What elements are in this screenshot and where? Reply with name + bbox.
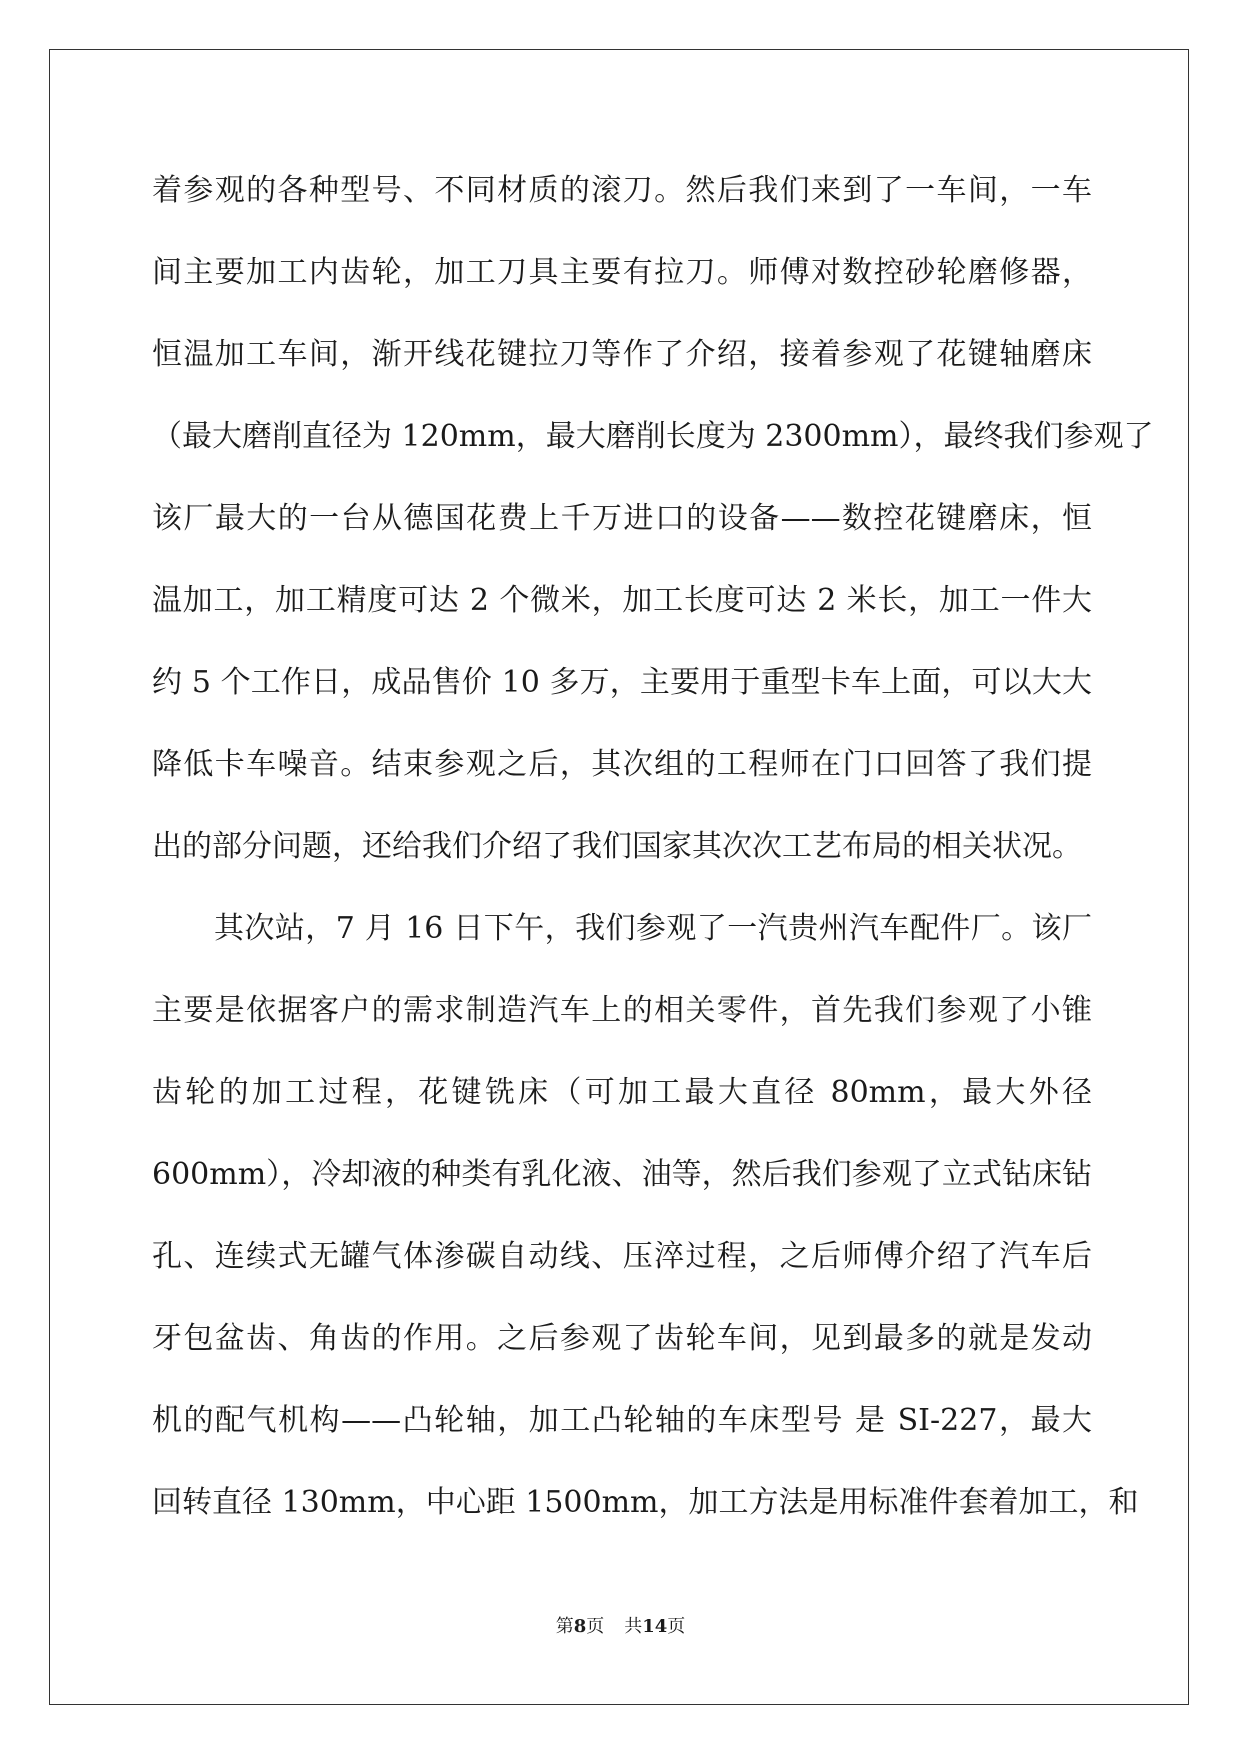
text-line-13: 600mm），冷却液的种类有乳化液、油等，然后我们参观了立式钻床钻: [152, 1157, 1092, 1192]
text-line-15: 牙包盆齿、角齿的作用。之后参观了齿轮车间，见到最多的就是发动: [152, 1321, 1092, 1356]
text-line-2: 间主要加工内齿轮，加工刀具主要有拉刀。师傅对数控砂轮磨修器，: [152, 255, 1092, 290]
text-line-1: 着参观的各种型号、不同材质的滚刀。然后我们来到了一车间，一车: [152, 173, 1092, 208]
page-footer: [0, 1612, 1241, 1638]
footer-total-prefix: 共: [624, 1616, 643, 1637]
text-line-7: 约 5 个工作日，成品售价 10 多万，主要用于重型卡车上面，可以大大: [152, 665, 1092, 700]
text-line-8: 降低卡车噪音。结束参观之后，其次组的工程师在门口回答了我们提: [152, 747, 1092, 782]
page-number: 8: [573, 1616, 587, 1637]
text-line-14: 孔、连续式无罐气体渗碳自动线、压淬过程，之后师傅介绍了汽车后: [152, 1239, 1092, 1274]
text-line-5: 该厂最大的一台从德国花费上千万进口的设备——数控花键磨床，恒: [152, 501, 1092, 536]
text-line-3: 恒温加工车间，渐开线花键拉刀等作了介绍，接着参观了花键轴磨床: [152, 337, 1092, 372]
footer-total-suffix: 页: [667, 1616, 686, 1637]
total-pages: 14: [642, 1616, 668, 1637]
body-text: [152, 155, 1154, 1549]
text-line-17: 回转直径 130mm，中心距 1500mm，加工方法是用标准件套着加工，和: [152, 1485, 1139, 1520]
text-line-6: 温加工，加工精度可达 2 个微米，加工长度可达 2 米长，加工一件大: [152, 583, 1092, 618]
text-line-11: 主要是依据客户的需求制造汽车上的相关零件，首先我们参观了小锥: [152, 993, 1092, 1028]
text-line-12: 齿轮的加工过程，花键铣床（可加工最大直径 80mm，最大外径: [152, 1075, 1092, 1110]
text-line-9: 出的部分问题，还给我们介绍了我们国家其次次工艺布局的相关状况。: [152, 829, 1082, 864]
text-line-4: （最大磨削直径为 120mm，最大磨削长度为 2300mm），最终我们参观了: [152, 419, 1154, 454]
footer-prefix: 第: [555, 1616, 574, 1637]
text-line-16: 机的配气机构——凸轮轴，加工凸轮轴的车床型号 是 SI-227，最大: [152, 1403, 1092, 1438]
text-line-10: 其次站，7 月 16 日下午，我们参观了一汽贵州汽车配件厂。该厂: [214, 911, 1092, 946]
footer-page-suffix: 页: [586, 1616, 605, 1637]
